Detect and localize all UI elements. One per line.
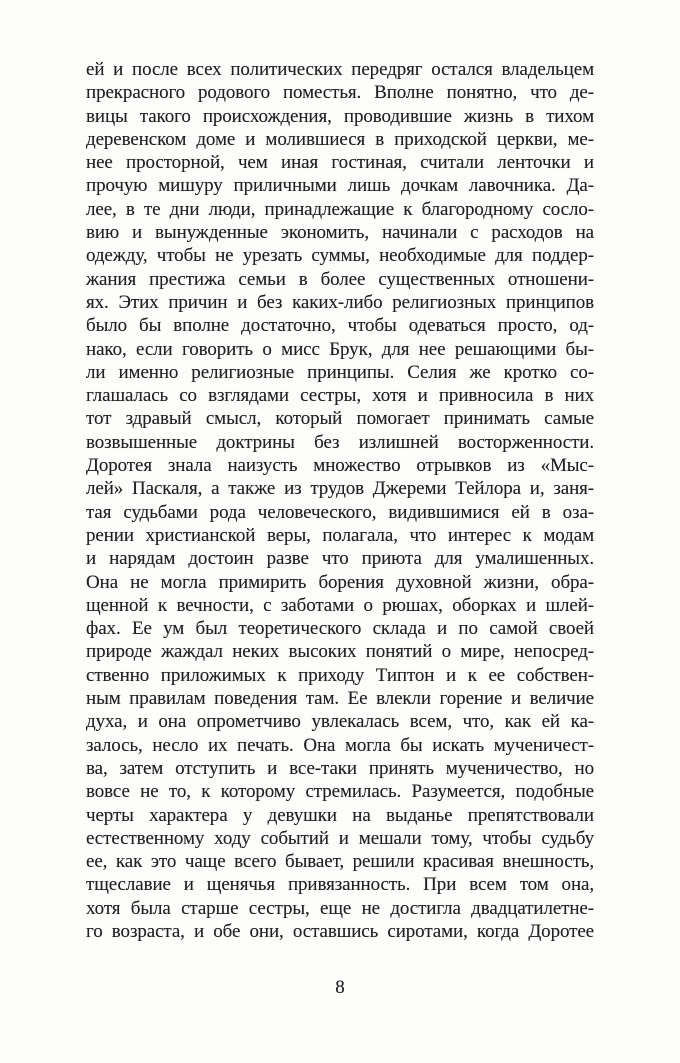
text-line: ли именно религиозные принципы. Селия же кротко со- xyxy=(86,361,594,383)
text-line: деревенском доме и молившиеся в приходской церкви, ме- xyxy=(86,128,594,150)
text-line: ственно приложимых к приходу Типтон и к ее собствен- xyxy=(86,664,594,686)
text-line: вовсе не то, к которому стремилась. Разумеется, подобные xyxy=(86,781,594,803)
text-line: хотя была старше сестры, еще не достигла двадцатилетне- xyxy=(86,897,594,919)
text-line: естественному ходу событий и мешали тому, чтобы судьбу xyxy=(86,827,594,849)
text-line: залось, несло их печать. Она могла бы искать мученичест- xyxy=(86,734,594,756)
text-line: рении христианской веры, полагала, что интерес к модам xyxy=(86,524,594,546)
text-line: жания престижа семьи в более существенных отношени- xyxy=(86,268,594,290)
text-line: природе жаждал неких высоких понятий о мире, непосред- xyxy=(86,641,594,663)
text-line: ях. Этих причин и без каких-либо религиозных принципов xyxy=(86,291,594,313)
text-line: было бы вполне достаточно, чтобы одеваться просто, од- xyxy=(86,315,594,337)
text-line: ее, как это чаще всего бывает, решили красивая внешность, xyxy=(86,851,594,873)
text-line: го возраста, и обе они, оставшись сиротами, когда Доротее xyxy=(86,920,594,942)
text-line: лее, в те дни люди, принадлежащие к благородному сосло- xyxy=(86,198,594,220)
text-line: черты характера у девушки на выданье препятствовали xyxy=(86,804,594,826)
text-line: вию и вынужденные экономить, начинали с расходов на xyxy=(86,222,594,244)
text-line: нако, если говорить о мисс Брук, для нее решающими бы- xyxy=(86,338,594,360)
text-line: лей» Паскаля, а также из трудов Джереми Тейлора и, заня- xyxy=(86,478,594,500)
text-line: тщеславие и щенячья привязанность. При всем том она, xyxy=(86,874,594,896)
text-line: одежду, чтобы не урезать суммы, необходимые для поддер- xyxy=(86,245,594,267)
text-line: ва, затем отступить и все-таки принять мученичество, но xyxy=(86,757,594,779)
text-line: духа, и она опрометчиво увлекалась всем, что, как ей ка- xyxy=(86,711,594,733)
text-line: тот здравый смысл, который помогает принимать самые xyxy=(86,408,594,430)
text-line: и нарядам достоин разве что приюта для умалишенных. xyxy=(86,548,594,570)
text-line: ей и после всех политических передряг остался владельцем xyxy=(86,59,594,80)
text-line: глашалась со взглядами сестры, хотя и привносила в них xyxy=(86,385,594,407)
text-line: возвышенные доктрины без излишней восторженности. xyxy=(86,431,594,453)
text-line: нее просторной, чем иная гостиная, считали ленточки и xyxy=(86,152,594,174)
text-line: тая судьбами рода человеческого, видившимися ей в оза- xyxy=(86,501,594,523)
text-line: Она не могла примирить борения духовной жизни, обра- xyxy=(86,571,594,593)
text-line: фах. Ее ум был теоретического склада и по самой своей xyxy=(86,618,594,640)
text-line: Доротея знала наизусть множество отрывков из «Мыс- xyxy=(86,455,594,477)
text-line: щенной к вечности, с заботами о рюшах, оборках и шлей- xyxy=(86,594,594,616)
page-number: 8 xyxy=(335,977,345,998)
book-page-text xyxy=(86,58,594,943)
text-line: прочую мишуру приличными лишь дочкам лавочника. Да- xyxy=(86,175,594,197)
text-line: ным правилам поведения там. Ее влекли горение и величие xyxy=(86,688,594,710)
text-line: прекрасного родового поместья. Вполне понятно, что де- xyxy=(86,82,594,104)
text-line: вицы такого происхождения, проводившие жизнь в тихом xyxy=(86,105,594,127)
